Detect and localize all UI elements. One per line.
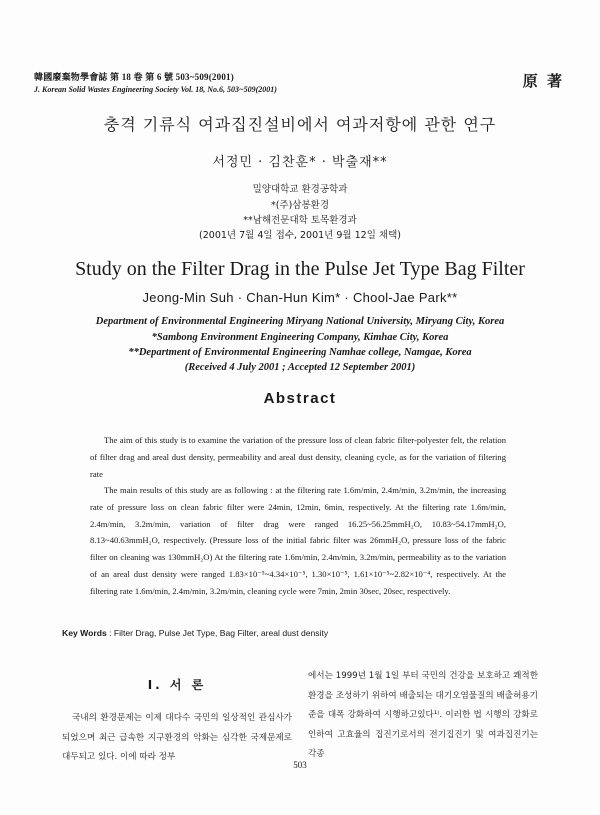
- abstract-paragraph-2-block: [90, 482, 506, 600]
- title-english: Study on the Filter Drag in the Pulse Jet Type Bag Filter: [75, 258, 525, 280]
- abstract-heading: Abstract: [263, 390, 337, 407]
- affiliation-english-3: **Department of Environmental Engineering Namhae college, Namgae, Korea: [128, 347, 472, 358]
- affiliation-korean-1: 밀양대학교 환경공학과: [252, 184, 348, 195]
- authors-english: Jeong-Min Suh · Chan-Hun Kim* · Chool-Jae Park**: [142, 290, 458, 305]
- dates-english: (Received 4 July 2001 ; Accepted 12 September 2001): [184, 362, 416, 373]
- affiliation-korean-3: **남해전문대학 토목환경과: [243, 215, 357, 226]
- section-heading-introduction: Ⅰ. 서 론: [147, 678, 207, 692]
- article-type-badge: 原 著: [522, 72, 564, 90]
- affiliation-english-1: Department of Environmental Engineering Miryang National University, Miryang City, Korea: [95, 316, 505, 327]
- title-korean: 충격 기류식 여과집진설비에서 여과저항에 관한 연구: [103, 115, 497, 134]
- keywords: [62, 628, 328, 638]
- body-column-left: [62, 709, 292, 768]
- journal-line-korean: 韓國廢棄物學會誌 第 18 卷 第 6 號 503~509(2001): [34, 72, 234, 82]
- journal-line-english: J. Korean Solid Wastes Engineering Society Vol. 18, No.6, 503~509(2001): [34, 85, 277, 94]
- keywords-label: Key Words: [62, 628, 107, 638]
- keywords-text: : Filter Drag, Pulse Jet Type, Bag Filter, areal dust density: [106, 628, 329, 638]
- intro-paragraph-left: 국내의 환경문제는 이제 대다수 국민의 일상적인 관심사가 되었으며 최근 급속한 지구환경의 악화는 심각한 국제문제로 대두되고 있다. 이에 따라 정부: [62, 713, 292, 762]
- authors-korean: 서정민 · 김찬훈* · 박출재**: [212, 155, 388, 170]
- page-number: 503: [293, 760, 307, 770]
- body-column-right: [308, 667, 538, 765]
- abstract-paragraph-1: The aim of this study is to examine the variation of the pressure loss of clean fabric filter-polyester felt, the relation of filter drag and areal dust density, permeability and areal dust density, cleaning cycle, as for the variation of filtering rate: [90, 435, 506, 479]
- affiliation-korean-2: *(주)삼봉환경: [270, 200, 330, 211]
- abstract-paragraph-2: The main results of this study are as following : at the filtering rate 1.6m/min, 2.4m/min, 3.2m/min, the increasing rate of pressure loss on clean fabric filter were 24min, 12min, 6min, respectively. At the filtering rate 1.6m/min, 2.4m/min, 3.2m/min, variation of filter drag were ranged 16.25~56.25mmH₂O, 10.83~54.17mmH₂O, 8.13~40.63mmH₂O, respectively. (Pressure loss of the initial fabric filter was 26mmH₂O, pressure loss of the fabric filter on cleaning was 130mmH₂O) At the filtering rate 1.6m/min, 2.4m/min, 3.2m/min, permeability as to the variation of an areal dust density were ranged 1.83×10⁻⁵~4.34×10⁻⁵, 1.30×10⁻⁵, 1.61×10⁻⁵~2.82×10⁻⁴, respectively. At the filtering rate 1.6m/min, 2.4m/min, 3.2m/min, cleaning cycle were 7min, 2min 30sec, 20sec, respectively.: [90, 485, 506, 596]
- affiliation-english-2: *Sambong Environment Engineering Company, Kimhae City, Korea: [151, 332, 449, 343]
- intro-paragraph-right: 에서는 1999년 1월 1일 부터 국민의 건강을 보호하고 쾌적한 환경을 조성하기 위하여 배출되는 대기오염물질의 배출허용기준을 대폭 강화하여 시행하고있다¹⁾. 이러한 법 시행의 강화로 인하여 고효율의 집진기로서의 전기집진기 및 여과집진기는 각종: [308, 671, 538, 759]
- abstract-paragraph-1-block: [90, 432, 506, 482]
- dates-korean: (2001년 7월 4일 접수, 2001년 9월 12일 채택): [199, 230, 401, 241]
- journal-header: [34, 70, 277, 94]
